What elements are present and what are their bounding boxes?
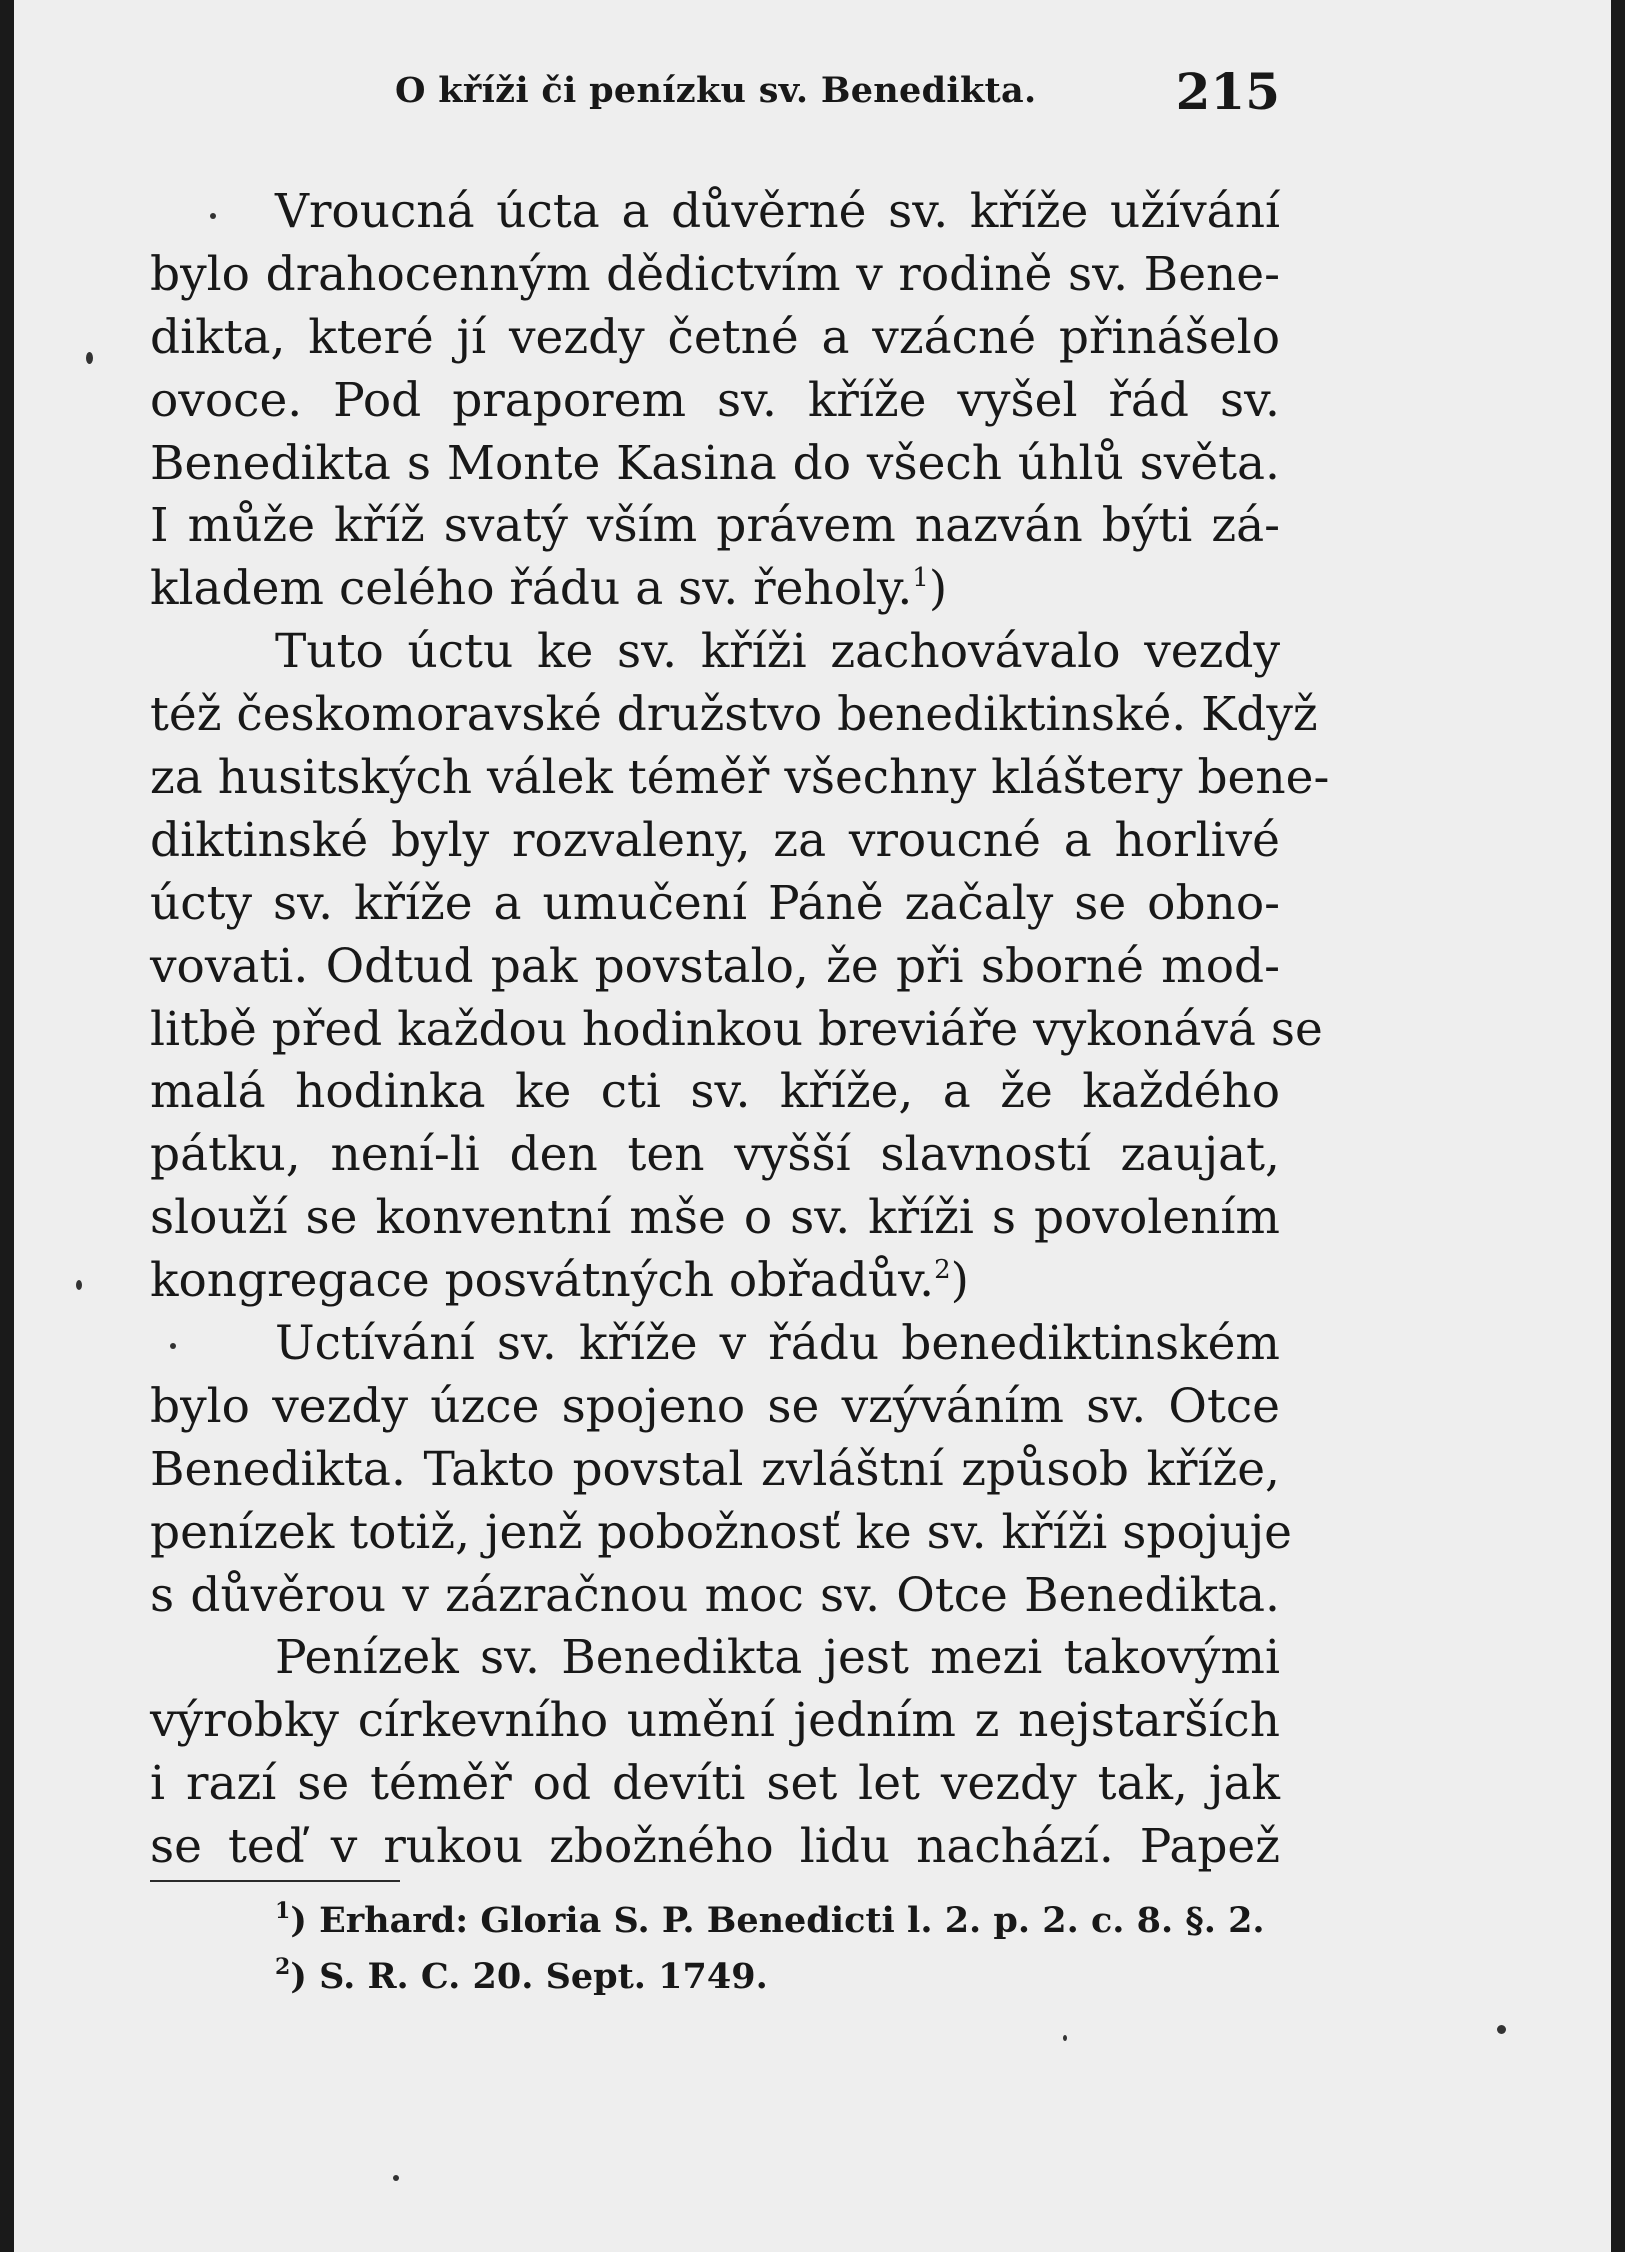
text-line: I může kříž svatý vším právem nazván býti zá- [150,498,1280,554]
text-line: litbě před každou hodinkou breviáře vykonává se [150,1001,1323,1057]
footnote-text: Erhard: Gloria S. P. Benedicti l. 2. p. 2. c. 8. §. 2. [319,1900,1265,1941]
text-line: vovati. Odtud pak povstalo, že při sborné mod- [150,938,1280,994]
text-line: s důvěrou v zázračnou moc sv. Otce Benedikta. [150,1567,1280,1623]
text-line: úcty sv. kříže a umučení Páně začaly se obno- [150,875,1280,931]
footnote-ref-paren: ) [950,1253,969,1309]
page-number: 215 [1175,62,1280,121]
text-line: dikta, které jí vezdy četné a vzácné přinášelo [150,309,1280,365]
text-line: Penízek sv. Benedikta jest mezi takovými [275,1630,1280,1686]
text-line: Tuto úctu ke sv. kříži zachovávalo vezdy [275,624,1280,680]
scan-speck [170,1343,176,1349]
footnote [275,1893,1285,1949]
footnote-ref: 1 [912,563,929,594]
footnote-marker-paren: ) [290,1900,307,1941]
footnote-text: S. R. C. 20. Sept. 1749. [319,1956,768,1997]
footnote-marker: 2 [275,1954,291,1980]
text-line: slouží se konventní mše o sv. kříži s povolením [150,1190,1280,1246]
footnote [275,1949,1285,2005]
text-line: se teď v rukou zbožného lidu nachází. Papež [150,1819,1280,1875]
text-line: diktinské byly rozvaleny, za vroucné a horlivé [150,812,1280,868]
footnote-separator [150,1880,400,1882]
text-line: za husitských válek téměř všechny kláštery bene- [150,750,1330,806]
footnote-ref-paren: ) [928,561,948,617]
scan-speck [1497,2025,1506,2034]
footnotes [275,1893,1285,2005]
text-line: Benedikta s Monte Kasina do všech úhlů světa. [150,435,1280,491]
text-line: i razí se téměř od devíti set let vezdy tak, jak [150,1756,1280,1812]
scan-speck [210,213,216,219]
scan-edge-right [1611,0,1625,2252]
scan-speck [86,352,93,364]
text-line: Uctívání sv. kříže v řádu benediktinském [275,1316,1280,1372]
text-line-content: kladem celého řádu a sv. řeholy. [150,561,913,617]
text-line: Vroucná úcta a důvěrné sv. kříže užívání [275,184,1280,239]
scan-speck [1063,2035,1067,2041]
footnote-marker-paren: ) [290,1956,307,1997]
text-line: pátku, není-li den ten vyšší slavností zaujat, [150,1127,1280,1183]
running-title: O kříži či penízku sv. Benedikta. [395,70,1037,111]
text-line: ovoce. Pod praporem sv. kříže vyšel řád sv. [150,372,1280,428]
footnote-marker: 1 [275,1898,291,1924]
text-line: výrobky církevního umění jedním z nejstarších [150,1693,1280,1749]
text-line: bylo vezdy úzce spojeno se vzýváním sv. Otce [150,1378,1280,1434]
scan-speck [76,1280,82,1290]
scan-speck [393,2175,399,2181]
text-line [150,558,1280,621]
text-line: též českomoravské družstvo benediktinské. Když [150,687,1318,743]
text-line: bylo drahocenným dědictvím v rodině sv. Bene- [150,246,1280,302]
text-line: malá hodinka ke cti sv. kříže, a že každého [150,1064,1280,1120]
text-line-content: kongregace posvátných obřadův. [150,1253,935,1309]
scan-edge-left [0,0,14,2252]
text-line: penízek totiž, jenž pobožnosť ke sv. kříži spojuje [150,1504,1292,1560]
text-line [150,1250,1280,1313]
text-line: Benedikta. Takto povstal zvláštní způsob kříže, [150,1441,1280,1497]
footnote-ref: 2 [934,1255,951,1286]
body-text [150,181,1330,1879]
